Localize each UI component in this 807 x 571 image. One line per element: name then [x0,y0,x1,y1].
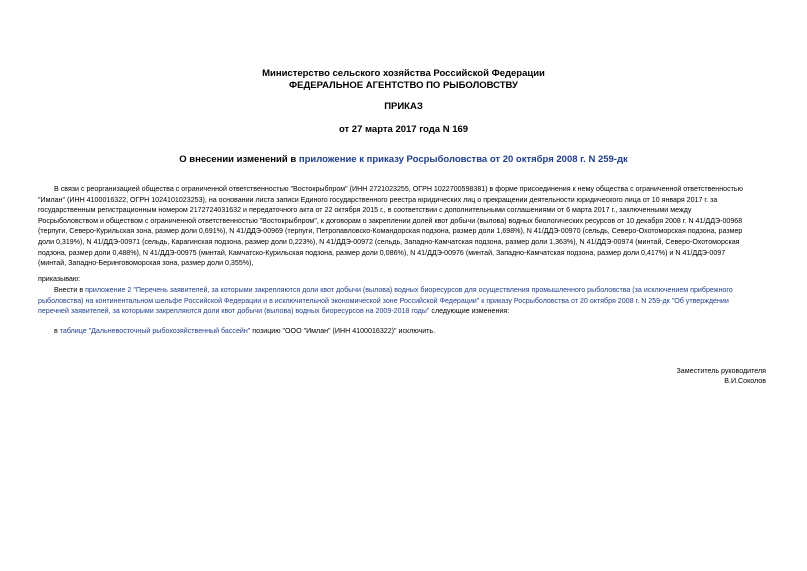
item-suffix: следующие изменения: [429,307,510,316]
intro-line: подзона, размер доли 0,488%), N 41/ДДЭ-00975 (минтай, Камчатско-Курильская подзона, размер доли 0,086%), N 41/ДДЭ-00976 (минтай, Западно-Камчатская подзона, размер доли 0,417%) и N 41/ДДЭ-0097 [38,248,726,257]
signature-block [677,366,766,386]
agency-name: ФЕДЕРАЛЬНОЕ АГЕНТСТВО ПО РЫБОЛОВСТВУ [289,80,518,91]
intro-line: государственным регистрационным номером 2172724031632 и передаточного акта от 22 октября 2015 г., в соответствии с дополнительными соглашениями от 6 марта 2017 г., заключенными между [38,206,692,215]
intro-line: В связи с реорганизацией общества с ограниченной ответственностью "Востокрыбпром" (ИНН 2721023255, ОГРН 1022700598381) в форме присоединения к нему общества с ограниченной ответственностью [54,185,743,193]
change-suffix: позицию "ООО "Имлан" (ИНН 4100016322)" исключить. [250,327,436,335]
intro-paragraph [38,184,770,269]
title-link[interactable]: приложение к приказу Росрыболовства от 20 октября 2008 г. N 259-дк [298,154,628,165]
document-header [0,68,807,92]
appendix-link-line[interactable]: перечней заявителей, за которыми закрепляются доли квот добычи (вылова) водных биоресурсов на 2009-2018 годы" [38,307,430,316]
order-word: приказываю: [38,275,81,283]
title-prefix: О внесении изменений в [179,154,299,165]
intro-line: Росрыболовством и обществом с ограниченной ответственностью "Востокрыбпром", к договорам о закреплении долей квот добычи (вылова) водных биологических ресурсов от 10 декабря 2008 г. N 41/ДДЭ-00968 [38,216,743,225]
document-date-number: от 27 марта 2017 года N 169 [338,124,469,135]
signer-position: Заместитель руководителя [676,367,766,375]
appendix-link-line[interactable]: приложение 2 "Перечень заявителей, за которыми закрепляются доли квот добычи (вылова) водных биоресурсов для осуществления промышленного рыболовства (за исключением прибрежного [85,286,733,294]
order-item-paragraph [38,285,770,317]
intro-line: (терпуги, Северо-Курильская зона, размер доли 0,691%), N 41/ДДЭ-00969 (терпуги, Петропавловско-Командорская подзона, размер доли 1,698%), N 41/ДДЭ-00970 (сельдь, Северо-Охотоморская подзона, размер [38,227,743,236]
signer-name: В.И.Соколов [724,377,766,385]
document-type: ПРИКАЗ [384,101,423,112]
intro-line: доли 0,319%), N 41/ДДЭ-00971 (сельдь, Карагинская подзона, размер доли 0,223%), N 41/ДДЭ-00972 (сельдь, Западно-Камчатская подзона, размер доли 1,363%), N 41/ДДЭ-00974 (минтай, Северо-Охотоморская [38,237,740,246]
change-paragraph [38,326,770,337]
document-title [0,154,807,165]
change-prefix: в [54,327,60,335]
appendix-link-line[interactable]: рыболовства) на континентальном шельфе Российской Федерации и в исключительной экономической зоне Российской Федерации" к приказу Росрыболовства от 20 октября 2008 г. N 259-дк "Об утверждении [38,296,729,305]
item-prefix: Внести в [54,286,86,294]
ministry-name: Министерство сельского хозяйства Российской Федерации [262,68,545,79]
table-link[interactable]: таблице "Дальневосточный рыбохозяйственный бассейн" [59,327,251,335]
intro-line: "Имлан" (ИНН 4100016322, ОГРН 1024101023253), на основании листа записи Единого государственного реестра юридических лиц о прекращении деятельности юридического лица от 10 января 2017 г. за [38,195,718,204]
intro-line: (минтай, Западно-Беринговоморская зона, размер доли 0,355%), [38,259,254,268]
